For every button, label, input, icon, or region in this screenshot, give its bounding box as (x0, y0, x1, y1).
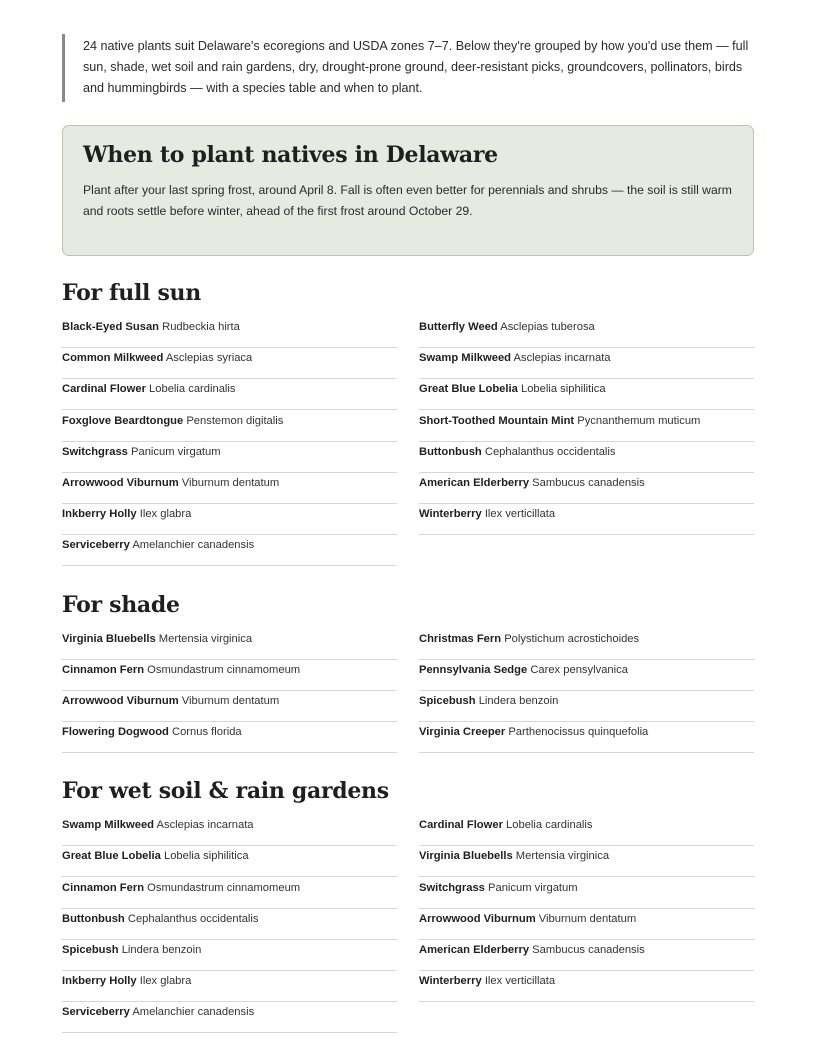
plant-common-name: Spicebush (62, 944, 119, 956)
plant-latin-name: Ilex glabra (139, 508, 192, 521)
plant-latin-name: Asclepias incarnata (156, 819, 254, 832)
plant-row (62, 723, 397, 753)
plant-common-name: Switchgrass (62, 445, 128, 458)
plant-sections (62, 278, 754, 1035)
plant-row (62, 661, 397, 691)
plant-row (62, 536, 397, 566)
plant-latin-name: Lindera benzoin (121, 944, 202, 956)
plant-latin-name: Lobelia cardinalis (506, 819, 593, 832)
plant-common-name: Short-Toothed Mountain Mint (419, 414, 575, 427)
plant-row (419, 910, 754, 940)
plant-row (62, 443, 397, 473)
plant-common-name: Arrowwood Viburnum (62, 694, 179, 707)
plant-row (62, 380, 397, 410)
intro-paragraph: 24 native plants suit Delaware's ecoregions and USDA zones 7–7. Below they're grouped by how you'd use them — full sun, shade, wet soil and rain gardens, dry, drought-prone ground, deer-resistant picks, groundcovers, pollinators, birds and hummingbirds — with a species table and when to plant. (62, 34, 754, 102)
plant-latin-name: Penstemon digitalis (186, 414, 284, 427)
plant-latin-name: Panicum virgatum (131, 445, 221, 458)
plant-row (62, 816, 397, 846)
plant-common-name: Swamp Milkweed (419, 352, 512, 365)
callout-body: Plant after your last spring frost, around April 8. Fall is often even better for perennials and shrubs — the soil is still warm and roots settle before winter, ahead of the first frost around October 29. (83, 183, 732, 218)
plant-row (419, 474, 754, 504)
plant-latin-name: Parthenocissus quinquefolia (508, 726, 649, 739)
plant-latin-name: Osmundastrum cinnamomeum (147, 881, 301, 894)
plant-row (419, 972, 754, 1002)
plant-common-name: Swamp Milkweed (62, 819, 155, 832)
plant-row (62, 412, 397, 442)
plant-common-name: Butterfly Weed (419, 321, 498, 333)
plant-list-column-right (419, 816, 754, 1034)
plant-common-name: Great Blue Lobelia (62, 850, 161, 863)
plant-latin-name: Carex pensylvanica (530, 663, 628, 676)
plant-row (419, 941, 754, 971)
article (62, 0, 754, 1035)
plant-row (419, 380, 754, 410)
section-heading: For wet soil & rain gardens (62, 778, 389, 805)
plant-list-column-left (62, 816, 397, 1034)
plant-common-name: Switchgrass (419, 881, 485, 894)
plant-common-name: Spicebush (419, 694, 476, 707)
plant-common-name: Buttonbush (62, 912, 125, 925)
plant-latin-name: Asclepias incarnata (513, 352, 611, 365)
plant-row (419, 723, 754, 753)
plant-list-column-right (419, 630, 754, 755)
plant-row (419, 318, 754, 348)
plant-list-column-right (419, 318, 754, 568)
callout-title: When to plant natives in Delaware (83, 142, 498, 168)
plant-row (62, 847, 397, 877)
plant-common-name: Winterberry (419, 975, 482, 988)
plant-row (62, 349, 397, 379)
plant-common-name: Serviceberry (62, 539, 130, 552)
plant-latin-name: Panicum virgatum (488, 881, 578, 894)
plant-common-name: Arrowwood Viburnum (419, 912, 536, 925)
plant-common-name: Serviceberry (62, 1006, 130, 1019)
plant-row (62, 941, 397, 971)
plant-common-name: Cinnamon Fern (62, 663, 145, 676)
plant-latin-name: Polystichum acrostichoides (504, 632, 640, 645)
plant-common-name: Inkberry Holly (62, 508, 137, 521)
plant-latin-name: Lobelia siphilitica (163, 850, 249, 863)
plant-list-column-left (62, 318, 397, 568)
plant-section (62, 278, 754, 568)
plant-common-name: Foxglove Beardtongue (62, 414, 184, 427)
section-heading: For full sun (62, 280, 201, 306)
plant-latin-name: Lobelia siphilitica (520, 383, 606, 396)
plant-row (62, 879, 397, 909)
plant-list-column-left (62, 630, 397, 755)
plant-row (62, 505, 397, 535)
plant-row (419, 505, 754, 535)
plant-latin-name: Cornus florida (172, 726, 242, 739)
plant-latin-name: Sambucus canadensis (532, 944, 645, 956)
plant-list-grid (62, 816, 754, 1034)
plant-row (419, 692, 754, 722)
section-heading: For shade (62, 591, 180, 618)
plant-latin-name: Sambucus canadensis (532, 476, 645, 489)
plant-row (62, 692, 397, 722)
plant-row (419, 443, 754, 473)
plant-latin-name: Viburnum dentatum (181, 694, 280, 707)
plant-section (62, 590, 754, 755)
plant-latin-name: Rudbeckia hirta (162, 321, 240, 333)
plant-latin-name: Viburnum dentatum (181, 476, 280, 489)
plant-latin-name: Cephalanthus occidentalis (484, 445, 616, 458)
plant-latin-name: Ilex verticillata (484, 975, 556, 988)
plant-list-grid (62, 630, 754, 755)
plant-common-name: Cardinal Flower (62, 383, 146, 396)
plant-row (419, 630, 754, 660)
plant-common-name: American Elderberry (419, 476, 530, 489)
plant-row (419, 816, 754, 846)
plant-row (62, 910, 397, 940)
plant-latin-name: Lindera benzoin (478, 694, 559, 707)
plant-list-grid (62, 318, 754, 568)
plant-common-name: Inkberry Holly (62, 975, 137, 988)
plant-latin-name: Asclepias tuberosa (500, 321, 595, 333)
plant-common-name: Pennsylvania Sedge (419, 663, 528, 676)
plant-common-name: Cinnamon Fern (62, 881, 145, 894)
plant-common-name: American Elderberry (419, 944, 530, 956)
plant-row (419, 412, 754, 442)
plant-row (62, 474, 397, 504)
plant-common-name: Great Blue Lobelia (419, 383, 518, 396)
plant-row (419, 661, 754, 691)
planting-time-callout (62, 125, 754, 256)
plant-latin-name: Pycnanthemum muticum (577, 414, 701, 427)
plant-latin-name: Amelanchier canadensis (132, 539, 255, 552)
plant-row (62, 972, 397, 1002)
plant-latin-name: Viburnum dentatum (538, 912, 637, 925)
plant-latin-name: Mertensia virginica (515, 850, 610, 863)
plant-latin-name: Mertensia virginica (158, 632, 253, 645)
plant-common-name: Virginia Bluebells (62, 632, 156, 645)
plant-latin-name: Amelanchier canadensis (132, 1006, 255, 1019)
plant-common-name: Virginia Bluebells (419, 850, 513, 863)
plant-latin-name: Lobelia cardinalis (149, 383, 236, 396)
plant-latin-name: Cephalanthus occidentalis (127, 912, 259, 925)
plant-common-name: Flowering Dogwood (62, 726, 169, 739)
plant-section (62, 776, 754, 1034)
plant-common-name: Black-Eyed Susan (62, 321, 160, 333)
plant-common-name: Arrowwood Viburnum (62, 476, 179, 489)
plant-common-name: Cardinal Flower (419, 819, 503, 832)
plant-common-name: Buttonbush (419, 445, 482, 458)
plant-latin-name: Ilex glabra (139, 975, 192, 988)
plant-row (419, 349, 754, 379)
plant-common-name: Christmas Fern (419, 632, 502, 645)
plant-common-name: Virginia Creeper (419, 726, 506, 739)
plant-row (62, 630, 397, 660)
plant-latin-name: Asclepias syriaca (165, 352, 253, 365)
plant-row (62, 318, 397, 348)
plant-latin-name: Ilex verticillata (484, 508, 556, 521)
plant-latin-name: Osmundastrum cinnamomeum (147, 663, 301, 676)
plant-row (419, 879, 754, 909)
plant-row (419, 847, 754, 877)
plant-row (62, 1003, 397, 1033)
plant-common-name: Winterberry (419, 508, 482, 521)
plant-common-name: Common Milkweed (62, 352, 164, 365)
